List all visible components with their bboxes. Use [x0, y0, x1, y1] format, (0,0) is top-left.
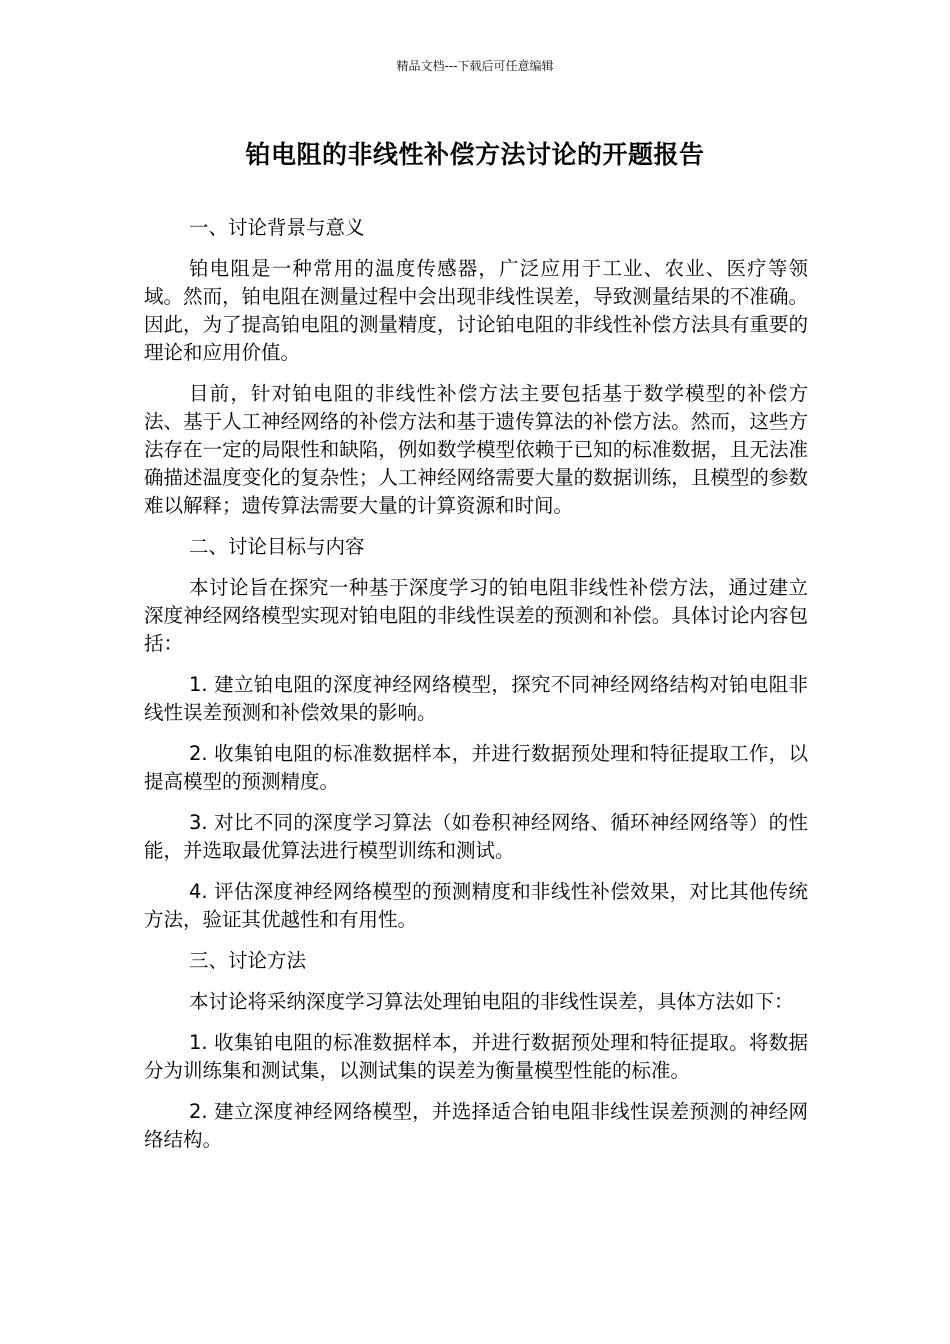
paragraph: 铂电阻是一种常用的温度传感器，广泛应用于工业、农业、医疗等领域。然而，铂电阻在测量过程中会出现非线性误差，导致测量结果的不准确。因此，为了提高铂电阻的测量精度，讨论铂电阻的非线性补偿方法具有重要的理论和应用价值。: [144, 257, 808, 364]
list-item: 4. 评估深度神经网络模型的预测精度和非线性补偿效果，对比其他传统方法，验证其优越性和有用性。: [144, 880, 808, 931]
page-header-watermark: 精品文档---下载后可任意编辑: [396, 59, 554, 73]
paragraph: 目前，针对铂电阻的非线性补偿方法主要包括基于数学模型的补偿方法、基于人工神经网络的补偿方法和基于遗传算法的补偿方法。然而，这些方法存在一定的局限性和缺陷，例如数学模型依赖于已知的标准数据，且无法准确描述温度变化的复杂性；人工神经网络需要大量的数据训练，且模型的参数难以解释；遗传算法需要大量的计算资源和时间。: [144, 382, 808, 517]
list-item: 2. 收集铂电阻的标准数据样本，并进行数据预处理和特征提取工作，以提高模型的预测精度。: [144, 742, 808, 793]
list-item: 1. 收集铂电阻的标准数据样本，并进行数据预处理和特征提取。将数据分为训练集和测试集，以测试集的误差为衡量模型性能的标准。: [144, 1031, 808, 1082]
document-body: [144, 214, 808, 1167]
section-heading-goals: 二、讨论目标与内容: [189, 535, 365, 558]
paragraph: 本讨论旨在探究一种基于深度学习的铂电阻非线性补偿方法，通过建立深度神经网络模型实现对铂电阻的非线性误差的预测和补偿。具体讨论内容包括：: [144, 576, 808, 655]
list-item: 2. 建立深度神经网络模型，并选择适合铂电阻非线性误差预测的神经网络结构。: [144, 1100, 808, 1151]
document-title: 铂电阻的非线性补偿方法讨论的开题报告: [245, 140, 705, 169]
section-heading-background: 一、讨论背景与意义: [189, 216, 365, 239]
list-item: 1. 建立铂电阻的深度神经网络模型，探究不同神经网络结构对铂电阻非线性误差预测和补偿效果的影响。: [144, 673, 808, 724]
paragraph: 本讨论将采纳深度学习算法处理铂电阻的非线性误差，具体方法如下：: [189, 990, 794, 1013]
list-item: 3. 对比不同的深度学习算法（如卷积神经网络、循环神经网络等）的性能，并选取最优算法进行模型训练和测试。: [144, 811, 808, 862]
section-heading-methods: 三、讨论方法: [189, 949, 307, 972]
